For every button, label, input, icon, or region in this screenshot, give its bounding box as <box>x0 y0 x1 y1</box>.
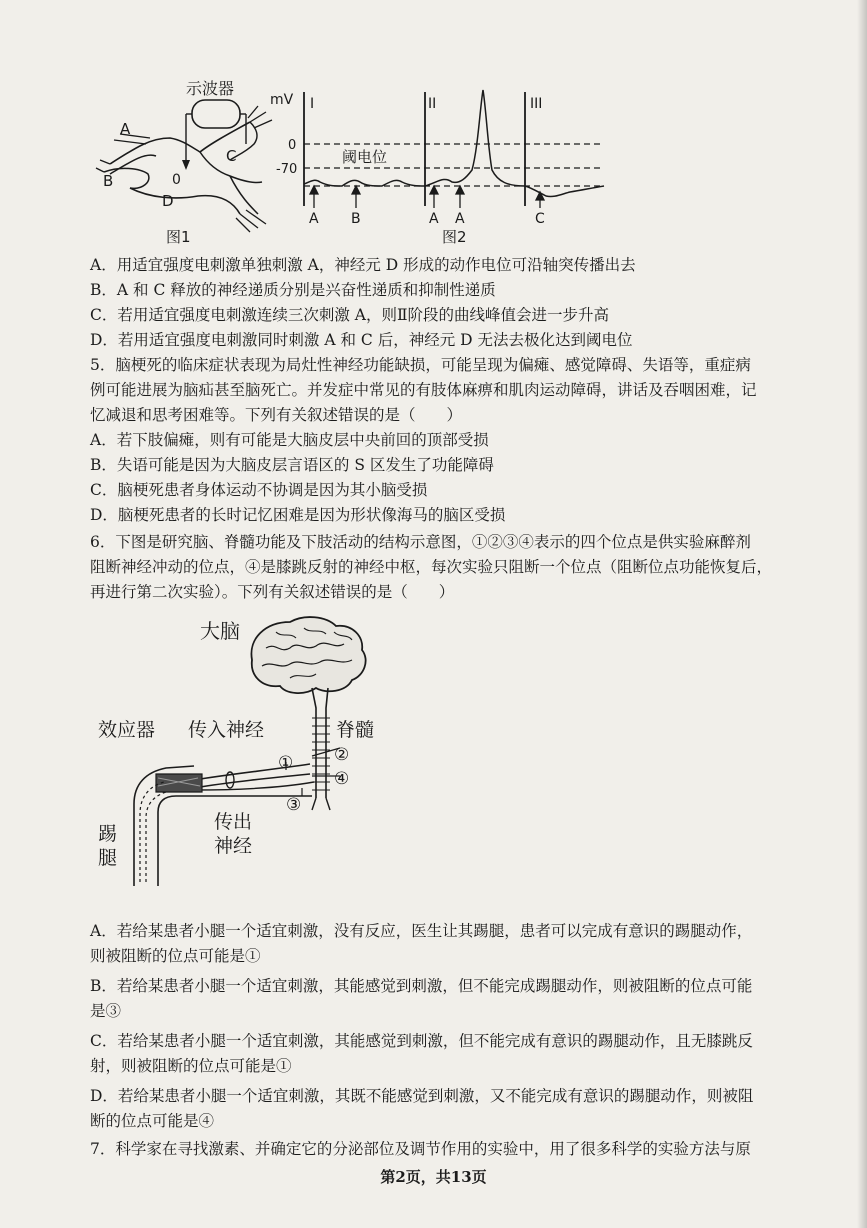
q5-stem-line-2: 例可能进展为脑疝甚至脑死亡。并发症中常见的有肢体麻痹和肌肉运动障碍，讲话及吞咽困难，记 <box>90 381 757 399</box>
efferent-nerve-label-line-2: 神经 <box>214 835 253 857</box>
q6-stem-line-3: 再进行第二次实验）。下列有关叙述错误的是（ ） <box>90 583 455 601</box>
q5-stem-line-1: 5．脑梗死的临床症状表现为局灶性神经功能缺损，可能呈现为偏瘫、感觉障碍、失语等，重症病 <box>90 356 751 374</box>
q6-stem-line-2: 阻断神经冲动的位点，④是膝跳反射的神经中枢，每次实验只阻断一个位点（阻断位点功能恢复后， <box>90 558 773 576</box>
effector-label: 效应器 <box>98 719 156 741</box>
q5-option-d: D．脑梗死患者的长时记忆困难是因为形状像海马的脑区受损 <box>90 506 506 524</box>
q6-reflex-figure <box>90 608 410 898</box>
neuron-label-zero: 0 <box>172 172 181 188</box>
q5-option-c: C．脑梗死患者身体运动不协调是因为其小脑受损 <box>90 481 428 499</box>
q5-option-b: B．失语可能是因为大脑皮层言语区的 S 区发生了功能障碍 <box>90 456 494 474</box>
spinal-cord-label: 脊髓 <box>336 719 375 741</box>
site-label-2: ② <box>334 745 350 765</box>
kick-label-line-1: 踢 <box>98 823 118 845</box>
site-label-3: ③ <box>286 795 302 815</box>
q4-option-c: C．若用适宜强度电刺激连续三次刺激 A，则Ⅱ阶段的曲线峰值会进一步升高 <box>90 306 610 324</box>
tick-label-minus70: -70 <box>276 162 298 177</box>
q4-option-b: B．A 和 C 释放的神经递质分别是兴奋性递质和抑制性递质 <box>90 281 496 299</box>
site-label-1: ① <box>278 753 294 773</box>
kick-label-line-2: 腿 <box>98 847 118 869</box>
phase-label-2: II <box>428 96 437 112</box>
q5-option-a: A．若下肢偏瘫，则有可能是大脑皮层中央前回的顶部受损 <box>90 431 489 449</box>
q6-option-c-line-1: C．若给某患者小腿一个适宜刺激，其能感觉到刺激，但不能完成有意识的踢腿动作，且无膝跳反 <box>90 1032 753 1050</box>
stimulus-label-a3: A <box>455 211 465 227</box>
scan-edge-shadow <box>857 0 867 1228</box>
efferent-nerve-label-line-1: 传出 <box>214 811 253 833</box>
site-label-4: ④ <box>334 769 350 789</box>
neuron-label-a: A <box>120 120 131 138</box>
q4-option-a: A．用适宜强度电刺激单独刺激 A，神经元 D 形成的动作电位可沿轴突传播出去 <box>90 256 636 274</box>
figure-2-potential-graph <box>270 78 615 248</box>
q6-stem-line-1: 6．下图是研究脑、脊髓功能及下肢活动的结构示意图，①②③④表示的四个位点是供实验麻醉剂 <box>90 533 751 551</box>
tick-label-zero: 0 <box>288 138 297 153</box>
neuron-label-d: D <box>162 192 174 210</box>
threshold-label: 阈电位 <box>342 148 388 166</box>
stimulus-label-b: B <box>351 211 361 227</box>
q4-option-d: D．若用适宜强度电刺激同时刺激 A 和 C 后，神经元 D 无法去极化达到阈电位 <box>90 331 633 349</box>
phase-label-3: III <box>530 96 543 112</box>
stimulus-label-a2: A <box>429 211 439 227</box>
neuron-label-c: C <box>226 147 237 165</box>
stimulus-label-c: C <box>535 211 545 227</box>
figure-2-caption: 图2 <box>442 228 467 246</box>
q6-option-b-line-2: 是③ <box>90 1002 122 1020</box>
figure-1-neuron-diagram <box>90 78 290 248</box>
neuron-label-b: B <box>103 172 114 190</box>
q6-option-c-line-2: 射，则被阻断的位点可能是① <box>90 1057 292 1075</box>
q6-option-d-line-1: D．若给某患者小腿一个适宜刺激，其既不能感觉到刺激，又不能完成有意识的踢腿动作，则被阻 <box>90 1087 754 1105</box>
axis-unit-mv: mV <box>270 92 294 108</box>
brain-icon <box>251 617 365 693</box>
q6-option-b-line-1: B．若给某患者小腿一个适宜刺激，其能感觉到刺激，但不能完成踢腿动作，则被阻断的位点可能 <box>90 977 753 995</box>
q6-option-a-line-1: A．若给某患者小腿一个适宜刺激，没有反应，医生让其踢腿，患者可以完成有意识的踢腿动作， <box>90 922 753 940</box>
brain-label: 大脑 <box>200 619 240 643</box>
page-footer: 第2页，共13页 <box>380 1168 487 1186</box>
oscilloscope-label: 示波器 <box>186 79 235 98</box>
oscilloscope-icon <box>192 100 240 128</box>
stimulus-label-a1: A <box>309 211 319 227</box>
q6-option-d-line-2: 断的位点可能是④ <box>90 1112 215 1130</box>
q6-option-a-line-2: 则被阻断的位点可能是① <box>90 947 261 965</box>
figure-1-caption: 图1 <box>166 228 191 246</box>
stimulus-arrows <box>310 186 544 208</box>
q5-stem-line-3: 忆减退和思考困难等。下列有关叙述错误的是（ ） <box>90 406 463 424</box>
q7-stem-line-1: 7．科学家在寻找激素、并确定它的分泌部位及调节作用的实验中，用了很多科学的实验方法与原 <box>90 1140 751 1158</box>
phase-label-1: I <box>310 96 315 112</box>
afferent-nerve-label: 传入神经 <box>188 719 265 741</box>
